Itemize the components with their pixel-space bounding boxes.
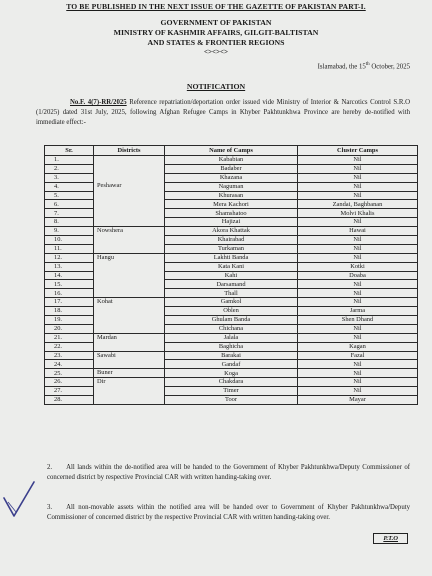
row-cluster-camp: Nil [298, 289, 418, 298]
row-cluster-camp: Zandai, Baghbanan [298, 200, 418, 209]
row-sr: 18. [45, 307, 94, 316]
table-row [45, 182, 418, 191]
row-cluster-camp: Doaba [298, 271, 418, 280]
row-district: Hangu [94, 253, 165, 262]
row-sr: 10. [45, 236, 94, 245]
intro-paragraph [36, 98, 410, 128]
row-camp-name: Darsamand [165, 280, 298, 289]
row-camp-name: Hajizai [165, 218, 298, 227]
table-row [45, 164, 418, 173]
row-cluster-camp: Nil [298, 156, 418, 165]
row-district [94, 173, 165, 182]
row-sr: 26. [45, 378, 94, 387]
row-district: Peshawar [94, 182, 165, 191]
row-sr: 23. [45, 351, 94, 360]
row-sr: 9. [45, 227, 94, 236]
intro-text: Reference repatriation/deportation order issued vide Ministry of Interior & Narcotics Control S.R.O (1/2025) dated 31st July, 2025, following Afghan Refugee Camps in Khyber Pakhtunkhwa Province are hereby de-notified with immediate effect:- [36, 99, 410, 126]
paragraph-text: All lands within the de-notified area will be handed to the Government of Khyber Pakhtunkhwa/Deputy Commissioner of concerned district by respective Provincial CAR with written handing-taking over. [47, 464, 410, 481]
header-name-of-camps: Name of Camps [165, 146, 298, 156]
row-cluster-camp: Nil [298, 244, 418, 253]
paragraph-number: 2. [47, 464, 53, 471]
date-day-suffix: th [365, 62, 370, 67]
place-date [318, 62, 410, 70]
row-district [94, 387, 165, 396]
row-sr: 28. [45, 396, 94, 405]
row-district [94, 164, 165, 173]
row-district: Buner [94, 369, 165, 378]
table-row [45, 262, 418, 271]
row-camp-name: Shamshatoo [165, 209, 298, 218]
table-row [45, 244, 418, 253]
paragraph-2 [47, 463, 410, 482]
row-sr: 14. [45, 271, 94, 280]
table-header-row [45, 146, 418, 156]
row-camp-name: Baghicha [165, 342, 298, 351]
row-cluster-camp: Nil [298, 173, 418, 182]
table-row [45, 173, 418, 182]
row-cluster-camp: Nil [298, 387, 418, 396]
row-cluster-camp: Nil [298, 164, 418, 173]
row-sr: 2. [45, 164, 94, 173]
notification-heading: NOTIFICATION [186, 82, 246, 91]
row-sr: 24. [45, 360, 94, 369]
row-cluster-camp: Shen Dhand [298, 316, 418, 325]
ministry-title-continued: AND STATES & FRONTIER REGIONS [147, 38, 285, 47]
table-row [45, 289, 418, 298]
row-sr: 1. [45, 156, 94, 165]
paragraph-number: 3. [47, 504, 53, 511]
row-cluster-camp: Hawai [298, 227, 418, 236]
row-camp-name: Khurasan [165, 191, 298, 200]
row-district [94, 360, 165, 369]
row-cluster-camp: Nil [298, 236, 418, 245]
row-camp-name: Lakhti Banda [165, 253, 298, 262]
row-camp-name: Ghulam Banda [165, 316, 298, 325]
row-sr: 22. [45, 342, 94, 351]
table-row [45, 351, 418, 360]
table-row [45, 200, 418, 209]
row-camp-name: Kata Kani [165, 262, 298, 271]
gazette-note: TO BE PUBLISHED IN THE NEXT ISSUE OF THE GAZETTE OF PAKISTAN PART-I. [66, 2, 366, 11]
row-sr: 16. [45, 289, 94, 298]
row-camp-name: Chakdara [165, 378, 298, 387]
row-camp-name: Turkaman [165, 244, 298, 253]
paragraph-text: All non-movable assets within the notified area will be handed over to Government of Khyber Pakhtunkhwa/Deputy Commissioner of concerned district by the respective Provincial CAR with written handing-taking over. [47, 504, 410, 521]
header-districts: Districts [94, 146, 165, 156]
row-camp-name: Thall [165, 289, 298, 298]
row-cluster-camp: Kotki [298, 262, 418, 271]
row-district [94, 324, 165, 333]
table-row [45, 298, 418, 307]
row-camp-name: Badaber [165, 164, 298, 173]
row-camp-name: Timer [165, 387, 298, 396]
date-day: 15 [358, 63, 366, 71]
row-sr: 8. [45, 218, 94, 227]
table-row [45, 253, 418, 262]
pto-box: P.T.O [373, 533, 408, 544]
letterhead [0, 18, 432, 56]
row-sr: 12. [45, 253, 94, 262]
row-cluster-camp: Nil [298, 280, 418, 289]
table-row [45, 316, 418, 325]
row-sr: 13. [45, 262, 94, 271]
row-cluster-camp: Nil [298, 298, 418, 307]
row-district [94, 156, 165, 165]
camps-table-body [45, 156, 418, 405]
row-district: Sawabi [94, 351, 165, 360]
row-camp-name: Mera Kachori [165, 200, 298, 209]
row-cluster-camp: Nil [298, 369, 418, 378]
row-sr: 20. [45, 324, 94, 333]
row-cluster-camp: Nil [298, 324, 418, 333]
row-district [94, 342, 165, 351]
row-district [94, 289, 165, 298]
row-sr: 6. [45, 200, 94, 209]
row-camp-name: Toor [165, 396, 298, 405]
row-district [94, 271, 165, 280]
tick-mark-icon [0, 478, 40, 524]
camps-table [44, 145, 418, 405]
row-district: Kohat [94, 298, 165, 307]
reference-number: No.F. 4(7)-RR/2025 [70, 99, 127, 106]
row-camp-name: Gandaf [165, 360, 298, 369]
table-row [45, 236, 418, 245]
table-row [45, 307, 418, 316]
row-district [94, 316, 165, 325]
row-sr: 25. [45, 369, 94, 378]
row-camp-name: Barakai [165, 351, 298, 360]
row-district [94, 244, 165, 253]
table-row [45, 227, 418, 236]
row-cluster-camp: Nil [298, 182, 418, 191]
table-row [45, 280, 418, 289]
header-sr: Sr. [45, 146, 94, 156]
row-camp-name: Oblen [165, 307, 298, 316]
row-cluster-camp: Kagan [298, 342, 418, 351]
ornament-divider: <><><> [204, 48, 228, 56]
row-cluster-camp: Nil [298, 360, 418, 369]
row-sr: 11. [45, 244, 94, 253]
row-sr: 27. [45, 387, 94, 396]
row-camp-name: Naguman [165, 182, 298, 191]
row-sr: 5. [45, 191, 94, 200]
row-camp-name: Jalala [165, 333, 298, 342]
table-row [45, 324, 418, 333]
row-cluster-camp: Nil [298, 333, 418, 342]
table-row [45, 156, 418, 165]
row-cluster-camp: Nil [298, 218, 418, 227]
row-district [94, 200, 165, 209]
row-camp-name: Koga [165, 369, 298, 378]
row-district: Dir [94, 378, 165, 387]
row-cluster-camp: Mayar [298, 396, 418, 405]
row-cluster-camp: Jarma [298, 307, 418, 316]
table-row [45, 396, 418, 405]
row-sr: 17. [45, 298, 94, 307]
row-cluster-camp: Molvi Khalis [298, 209, 418, 218]
row-sr: 4. [45, 182, 94, 191]
place: Islamabad, the [317, 63, 358, 71]
table-row [45, 360, 418, 369]
row-cluster-camp: Nil [298, 378, 418, 387]
row-cluster-camp: Fazal [298, 351, 418, 360]
table-row [45, 333, 418, 342]
row-cluster-camp: Nil [298, 253, 418, 262]
table-row [45, 271, 418, 280]
row-camp-name: Kahi [165, 271, 298, 280]
table-row [45, 218, 418, 227]
paragraph-3 [47, 503, 410, 522]
row-district [94, 262, 165, 271]
row-camp-name: Khazana [165, 173, 298, 182]
row-district: Nowshera [94, 227, 165, 236]
date-rest: October, 2025 [371, 63, 410, 71]
table-row [45, 378, 418, 387]
row-district [94, 280, 165, 289]
header-cluster-camps: Cluster Camps [298, 146, 418, 156]
row-district: Mardan [94, 333, 165, 342]
row-sr: 19. [45, 316, 94, 325]
ministry-title: MINISTRY OF KASHMIR AFFAIRS, GILGIT-BALTISTAN [113, 28, 319, 37]
row-sr: 7. [45, 209, 94, 218]
row-camp-name: Chichana [165, 324, 298, 333]
row-camp-name: Khairabad [165, 236, 298, 245]
row-district [94, 307, 165, 316]
row-camp-name: Akora Khattak [165, 227, 298, 236]
row-sr: 3. [45, 173, 94, 182]
row-cluster-camp: Nil [298, 191, 418, 200]
row-district [94, 191, 165, 200]
row-sr: 15. [45, 280, 94, 289]
table-row [45, 191, 418, 200]
row-district [94, 236, 165, 245]
row-district [94, 396, 165, 405]
table-row [45, 369, 418, 378]
row-district [94, 209, 165, 218]
row-camp-name: Gamkol [165, 298, 298, 307]
government-title: GOVERNMENT OF PAKISTAN [160, 18, 272, 27]
table-row [45, 387, 418, 396]
row-camp-name: Kababian [165, 156, 298, 165]
table-row [45, 209, 418, 218]
row-sr: 21. [45, 333, 94, 342]
row-district [94, 218, 165, 227]
table-row [45, 342, 418, 351]
